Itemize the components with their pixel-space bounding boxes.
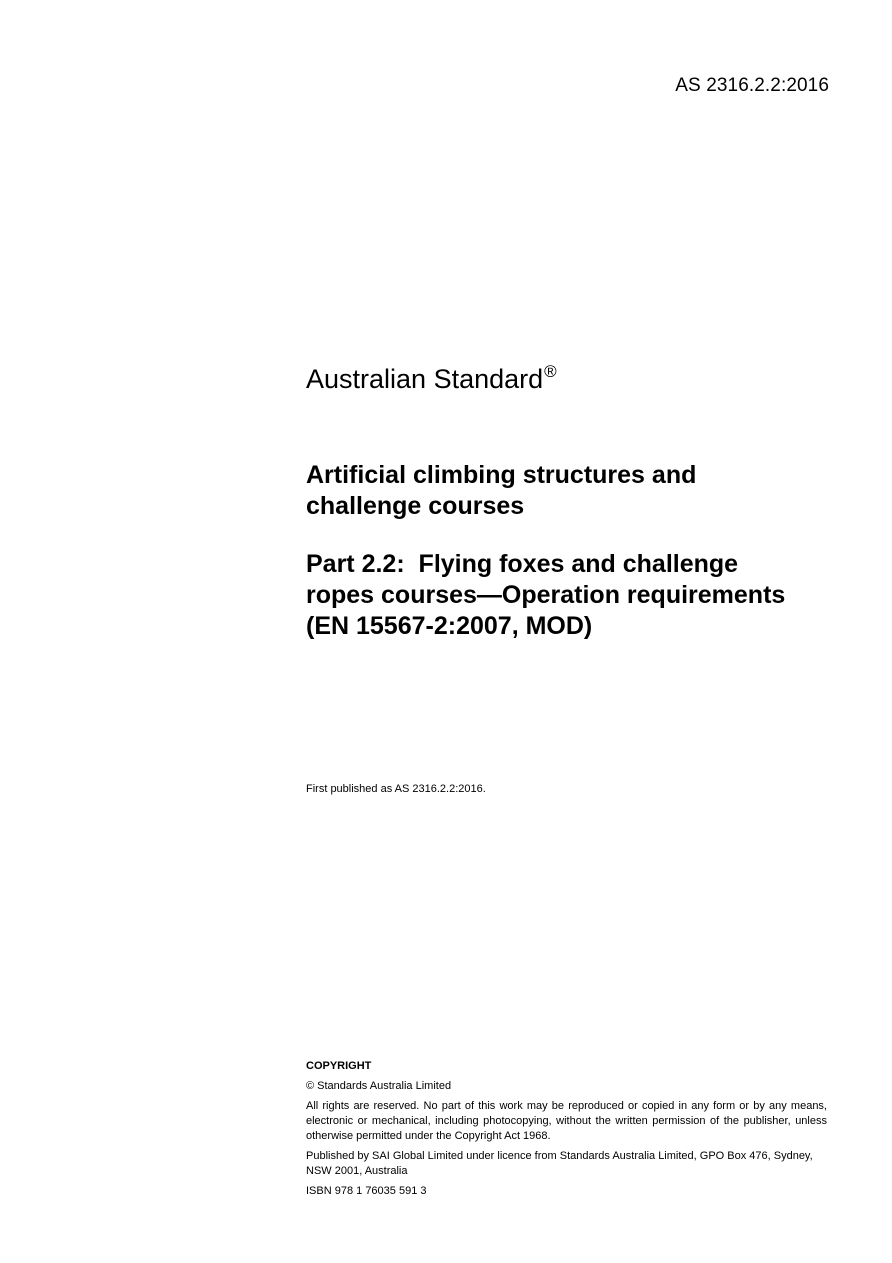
copyright-owner: © Standards Australia Limited: [306, 1080, 452, 1092]
document-number: AS 2316.2.2:2016: [675, 75, 829, 96]
standard-label-text: Australian Standard: [306, 364, 544, 394]
first-published-note: First published as AS 2316.2.2:2016.: [306, 783, 486, 795]
rights-statement: All rights are reserved. No part of this work may be reproduced or copied in any form or by any means, electronic or mechanical, including photocopying, without the written permission of the publisher, unless otherwise permitted under the Copyright Act 1968.: [306, 1100, 827, 1142]
publisher-statement: Published by SAI Global Limited under licence from Standards Australia Limited, GPO Box 476, Sydney, NSW 2001, Australia: [306, 1150, 813, 1177]
part-title: [306, 549, 866, 642]
part-line-3: (EN 15567-2:2007, MOD): [306, 612, 593, 640]
title-line-1: Artificial climbing structures and: [306, 461, 697, 489]
part-line-1: Part 2.2: Flying foxes and challenge: [306, 550, 739, 578]
title-line-2: challenge courses: [306, 492, 525, 520]
isbn: ISBN 978 1 76035 591 3: [306, 1185, 427, 1197]
standard-label: [306, 362, 557, 395]
part-line-2: ropes courses—Operation requirements: [306, 581, 786, 609]
copyright-heading: COPYRIGHT: [306, 1060, 372, 1072]
registered-mark: ®: [544, 362, 557, 381]
copyright-block: [306, 1059, 827, 1204]
document-title: [306, 460, 846, 522]
